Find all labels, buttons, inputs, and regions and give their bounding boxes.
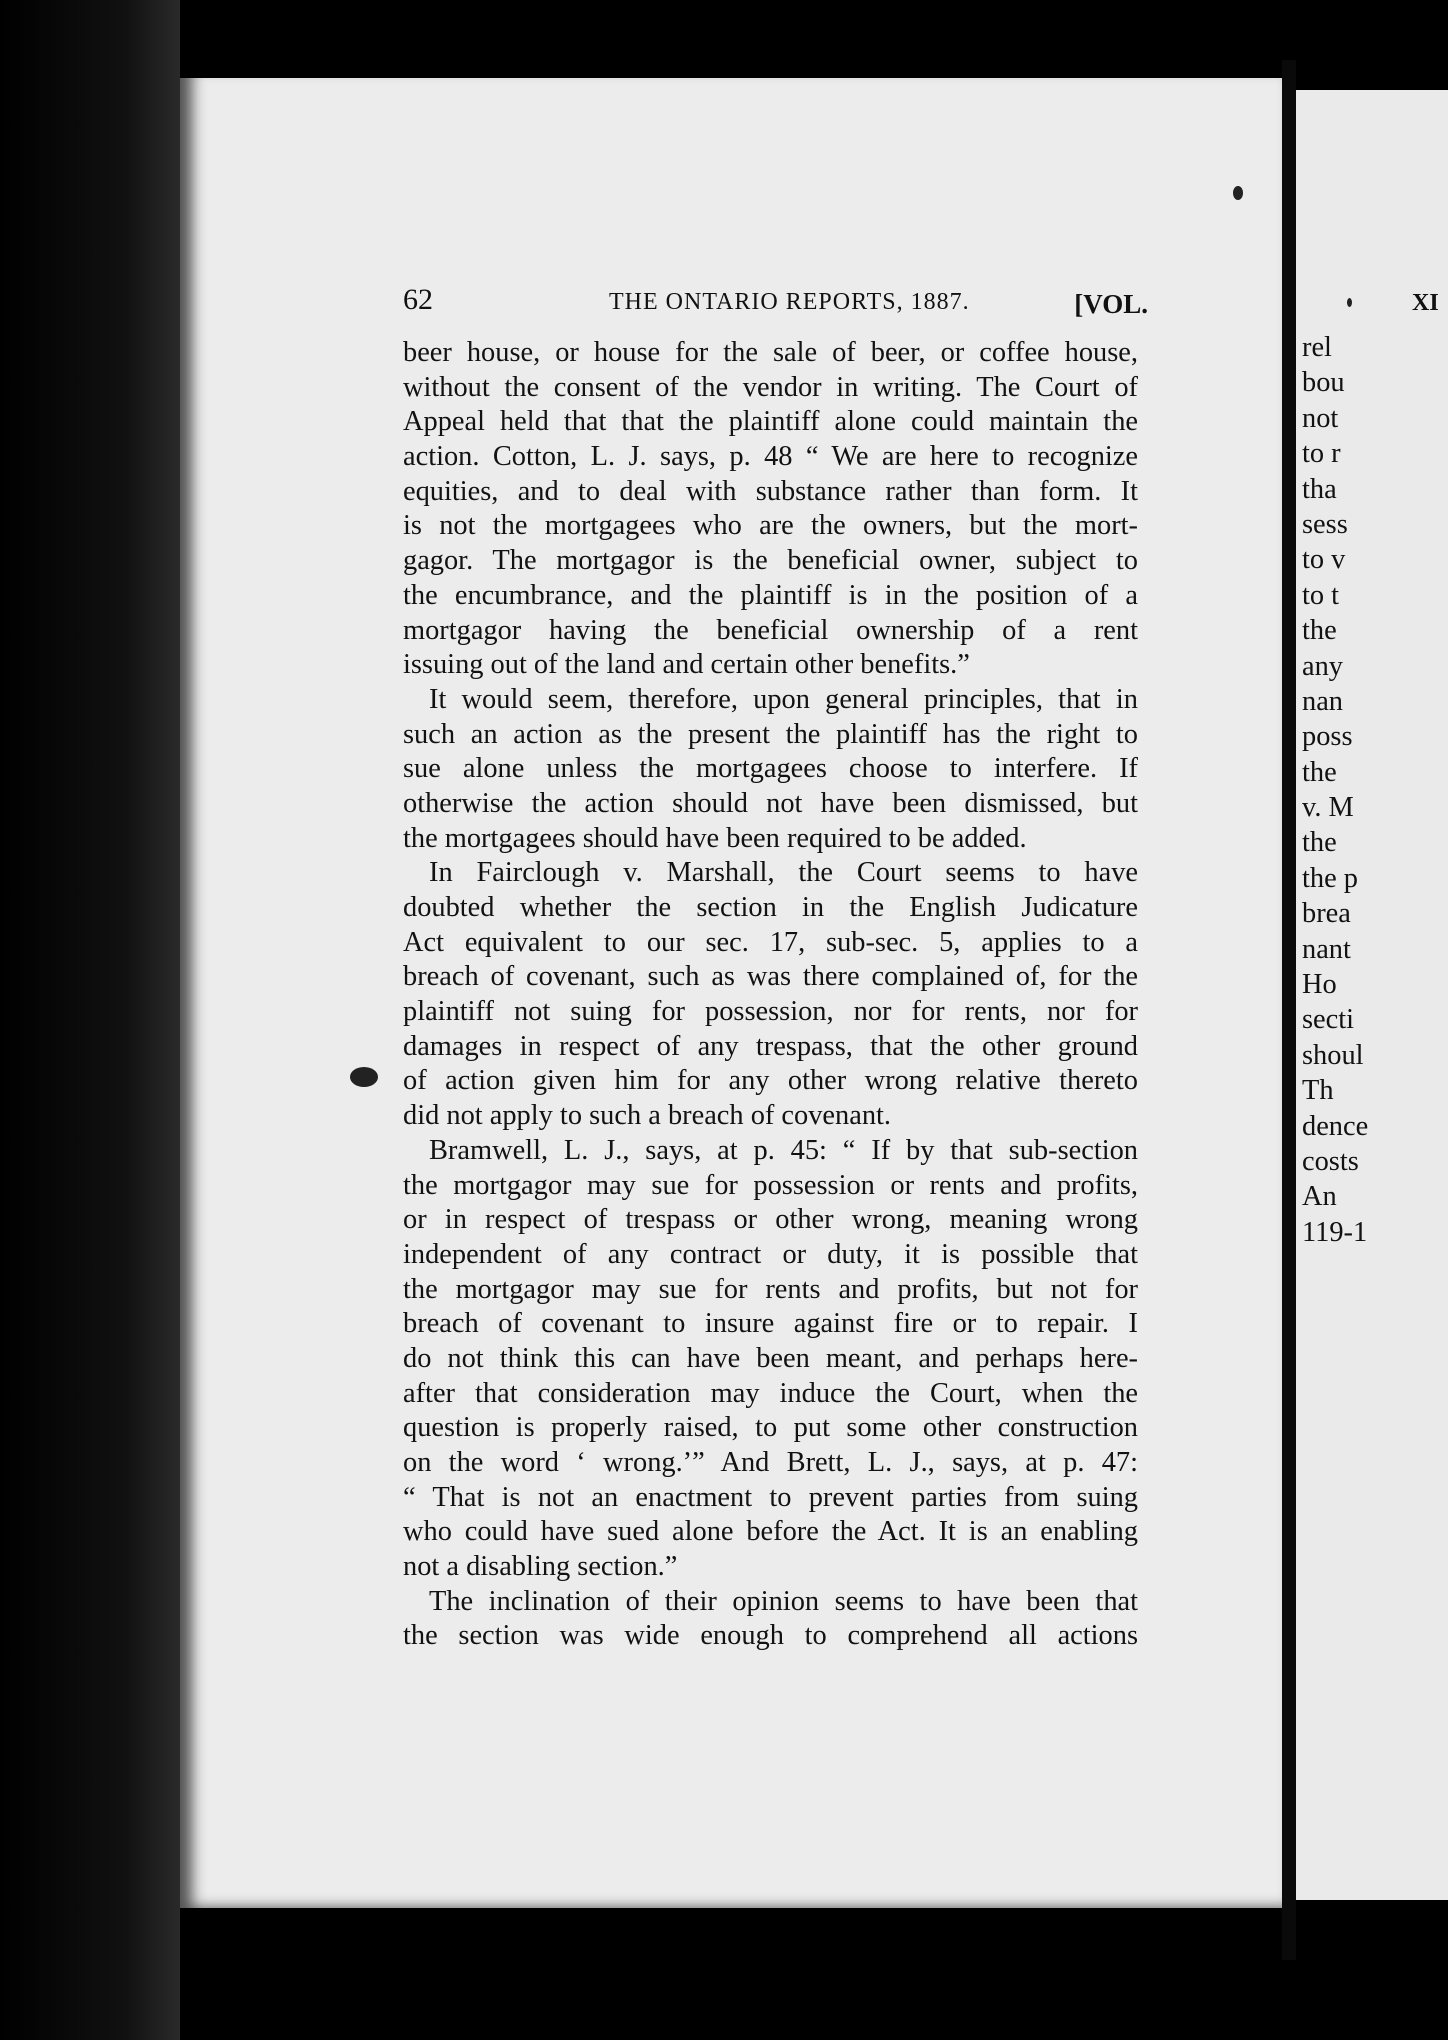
text-line: doubted whether the section in the English Judicature — [403, 892, 1138, 923]
text-line: question is properly raised, to put some other construction — [403, 1412, 1138, 1444]
right-page-line: An — [1302, 1181, 1337, 1213]
right-page-header: XI — [1412, 290, 1439, 316]
running-header — [403, 283, 1148, 323]
right-page-line: Ho — [1302, 969, 1337, 1001]
text-line: the encumbrance, and the plaintiff is in the position of a — [403, 579, 1138, 611]
text-line: sue alone unless the mortgagees choose to interfere. If — [403, 753, 1138, 785]
text-line: plaintiff not suing for possession, nor for rents, nor for — [403, 996, 1138, 1028]
right-page-line: shoul — [1302, 1039, 1364, 1071]
right-page-text — [1302, 330, 1448, 1250]
right-page-line: the p — [1302, 862, 1358, 894]
right-page-line: nant — [1302, 933, 1351, 965]
text-line: mortgagor having the beneficial ownership of a rent — [403, 614, 1138, 646]
text-line: Appeal held that that the plaintiff alone could maintain the — [403, 406, 1138, 438]
text-line: on the word ‘ wrong.’” And Brett, L. J., says, at p. 47: — [403, 1447, 1138, 1478]
text-line: the section was wide enough to comprehend all actions — [403, 1620, 1138, 1652]
text-line: Act equivalent to our sec. 17, sub-sec. 5, applies to a — [403, 926, 1138, 958]
text-line: “ That is not an enactment to prevent parties from suing — [403, 1481, 1138, 1513]
text-line: the mortgagor may sue for possession or rents and profits, — [403, 1169, 1138, 1201]
text-line: breach of covenant, such as was there complained of, for the — [403, 961, 1138, 993]
text-line: who could have sued alone before the Act. It is an enabling — [403, 1516, 1138, 1548]
text-line: do not think this can have been meant, and perhaps here- — [403, 1342, 1138, 1374]
text-line: such an action as the present the plaintiff has the right to — [403, 718, 1138, 750]
right-page-line: the — [1302, 827, 1337, 859]
text-line: Bramwell, L. J., says, at p. 45: “ If by that sub-section — [429, 1134, 1138, 1166]
right-page-line: Th — [1302, 1075, 1334, 1107]
text-line: or in respect of trespass or other wrong, meaning wrong — [403, 1204, 1138, 1236]
right-page-line: the — [1302, 615, 1337, 647]
right-page-line: secti — [1302, 1004, 1355, 1036]
right-page-line: to v — [1302, 544, 1346, 576]
text-line: otherwise the action should not have been dismissed, but — [403, 787, 1138, 819]
text-line: issuing out of the land and certain other benefits.” — [403, 649, 970, 681]
text-line: the mortgagees should have been required to be added. — [403, 822, 1027, 854]
ink-dot — [1233, 186, 1243, 200]
ink-dot — [1347, 298, 1352, 307]
text-line: damages in respect of any trespass, that the other ground — [403, 1030, 1138, 1062]
right-page-line: rel — [1302, 332, 1332, 363]
book-binding — [0, 0, 180, 2040]
right-page-line: the — [1302, 756, 1337, 788]
right-page-line: to t — [1302, 579, 1340, 611]
volume-label: [VOL. — [1074, 289, 1148, 319]
text-line: breach of covenant to insure against fire or to repair. I — [403, 1308, 1138, 1340]
body-text — [403, 336, 1138, 1654]
right-page-line: sess — [1302, 508, 1348, 540]
right-page-line: not — [1302, 402, 1339, 434]
page-title: THE ONTARIO REPORTS, 1887. — [609, 289, 970, 315]
page-gutter — [1282, 60, 1296, 1960]
right-page-line: poss — [1302, 721, 1353, 753]
text-line: It would seem, therefore, upon general principles, that in — [429, 683, 1138, 715]
text-line: equities, and to deal with substance rather than form. It — [403, 475, 1138, 507]
text-line: In Fairclough v. Marshall, the Court seems to have — [429, 857, 1138, 889]
right-page-line: v. M — [1302, 792, 1354, 824]
right-page-line: tha — [1302, 473, 1337, 505]
text-line: the mortgagor may sue for rents and profits, but not for — [403, 1273, 1138, 1305]
page-number: 62 — [403, 283, 433, 316]
text-line: beer house, or house for the sale of beer, or coffee house, — [403, 337, 1138, 368]
right-page-line: 119-1 — [1302, 1216, 1368, 1248]
text-line: of action given him for any other wrong relative thereto — [403, 1065, 1138, 1097]
text-line: not a disabling section.” — [403, 1551, 678, 1583]
ink-blot — [350, 1067, 378, 1087]
right-page-line: brea — [1302, 898, 1351, 930]
text-line: action. Cotton, L. J. says, p. 48 “ We are here to recognize — [403, 441, 1138, 473]
text-line: after that consideration may induce the Court, when the — [403, 1377, 1138, 1409]
text-line: independent of any contract or duty, it is possible that — [403, 1238, 1138, 1270]
right-page-line: any — [1302, 650, 1343, 682]
text-line: without the consent of the vendor in writing. The Court of — [403, 371, 1138, 403]
text-line: The inclination of their opinion seems to have been that — [429, 1585, 1138, 1617]
right-page-line: bou — [1302, 367, 1345, 399]
right-page-line: costs — [1302, 1145, 1359, 1177]
right-page-line: nan — [1302, 685, 1343, 717]
text-line: gagor. The mortgagor is the beneficial owner, subject to — [403, 545, 1138, 577]
right-page-line: dence — [1302, 1110, 1369, 1142]
text-line: is not the mortgagees who are the owners, but the mort- — [403, 510, 1138, 542]
text-line: did not apply to such a breach of covenant. — [403, 1100, 892, 1132]
right-page-line: to r — [1302, 438, 1341, 470]
